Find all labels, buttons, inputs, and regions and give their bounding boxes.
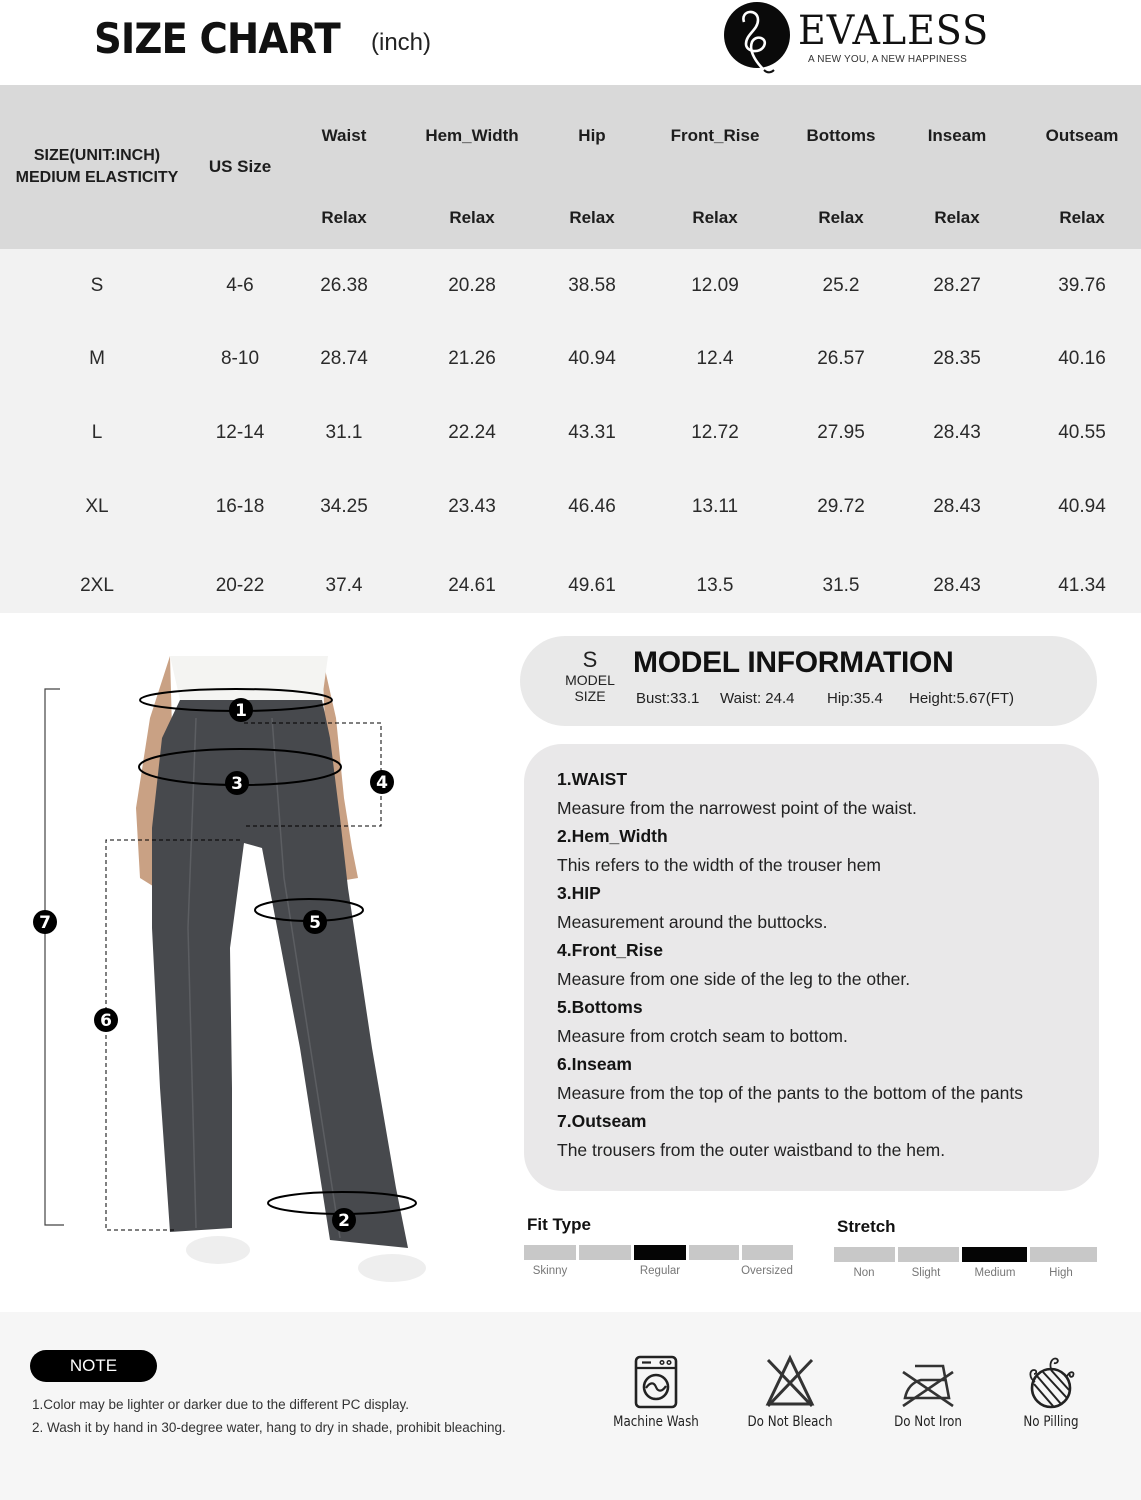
logo-glyph-icon — [724, 0, 804, 76]
cell-us-size: 20-22 — [215, 575, 265, 596]
model-size-label-2: SIZE — [574, 688, 606, 704]
header-inseam: Inseam — [927, 126, 987, 145]
cell-hip: 49.61 — [568, 575, 616, 596]
cell-hip: 46.46 — [568, 496, 616, 517]
stretch-label-high: High — [1049, 1267, 1073, 1279]
cell-size: XL — [85, 496, 109, 517]
fit-type-title: Fit Type — [527, 1215, 591, 1234]
fit-segment-1 — [524, 1245, 576, 1260]
cell-hem-width: 20.28 — [448, 275, 496, 296]
marker-7-icon — [33, 910, 57, 934]
cell-hip: 40.94 — [568, 348, 616, 369]
care-do-not-iron — [868, 1354, 988, 1430]
guide-title-front-rise: 4.Front_Rise — [557, 940, 663, 960]
guide-desc-hem-width: This refers to the width of the trouser hem — [557, 855, 881, 875]
model-hip: Hip:35.4 — [827, 690, 883, 707]
guide-desc-hip: Measurement around the buttocks. — [557, 912, 828, 932]
cell-inseam: 28.43 — [933, 496, 981, 517]
fit-segment-5 — [742, 1245, 793, 1260]
cell-outseam: 41.34 — [1058, 575, 1106, 596]
cell-waist: 34.25 — [320, 496, 368, 517]
cell-us-size: 8-10 — [220, 348, 260, 369]
cell-us-size: 12-14 — [215, 422, 265, 443]
cell-waist: 26.38 — [320, 275, 368, 296]
fit-segment-2 — [579, 1245, 631, 1260]
measurement-figure — [0, 628, 460, 1298]
table-header — [0, 85, 1141, 249]
brand-name: EVALESS — [798, 8, 990, 54]
header — [0, 0, 1141, 85]
cell-bottoms: 25.2 — [822, 275, 860, 296]
model-size-badge — [560, 648, 620, 704]
note-line-1: 1.Color may be lighter or darker due to the different PC display. — [32, 1397, 409, 1412]
cell-outseam: 40.16 — [1058, 348, 1106, 369]
header-outseam: Outseam — [1045, 126, 1119, 145]
marker-4-icon — [370, 770, 394, 794]
brand-tagline: A NEW YOU, A NEW HAPPINESS — [808, 54, 967, 65]
marker-1-icon — [229, 698, 253, 722]
fit-label-regular: Regular — [639, 1265, 681, 1277]
cell-hem-width: 22.24 — [448, 422, 496, 443]
model-size-label-1: MODEL — [565, 672, 615, 688]
cell-waist: 31.1 — [325, 422, 363, 443]
brand-logo — [724, 2, 990, 76]
cell-front-rise: 13.5 — [696, 575, 734, 596]
header-size-line1: SIZE(UNIT:INCH) — [33, 147, 161, 164]
marker-5-icon — [303, 910, 327, 934]
care-label-do-not-iron: Do Not Iron — [894, 1414, 962, 1430]
cell-front-rise: 12.4 — [696, 348, 734, 369]
cell-inseam: 28.27 — [933, 275, 981, 296]
fit-segment-3-active — [634, 1245, 686, 1260]
note-section — [0, 1312, 1141, 1500]
cell-size: L — [91, 422, 103, 443]
header-waist-sub: Relax — [321, 208, 367, 227]
guide-desc-waist: Measure from the narrowest point of the waist. — [557, 798, 917, 818]
model-size-value: S — [582, 647, 598, 672]
cell-size: M — [89, 348, 105, 369]
model-height: Height:5.67(FT) — [909, 690, 1015, 707]
marker-3-icon — [225, 771, 249, 795]
stretch-label-slight: Slight — [911, 1267, 941, 1279]
cell-outseam: 40.55 — [1058, 422, 1106, 443]
marker-2-icon — [332, 1208, 356, 1232]
header-bottoms-sub: Relax — [818, 208, 864, 227]
model-information-title: MODEL INFORMATION — [633, 646, 954, 679]
header-front-rise-sub: Relax — [692, 208, 738, 227]
cell-outseam: 40.94 — [1058, 496, 1106, 517]
cell-hip: 43.31 — [568, 422, 616, 443]
svg-text:2: 2 — [338, 1211, 350, 1231]
guide-desc-inseam: Measure from the top of the pants to the bottom of the pants — [557, 1083, 1023, 1103]
cell-hip: 38.58 — [568, 275, 616, 296]
note-line-2: 2. Wash it by hand in 30-degree water, hang to dry in shade, prohibit bleaching. — [32, 1420, 506, 1435]
cell-size: S — [90, 275, 104, 296]
guide-title-inseam: 6.Inseam — [557, 1054, 632, 1074]
svg-text:7: 7 — [39, 913, 51, 933]
cell-bottoms: 31.5 — [822, 575, 860, 596]
svg-text:4: 4 — [376, 773, 388, 793]
header-us-size: US Size — [208, 157, 272, 176]
cell-inseam: 28.43 — [933, 422, 981, 443]
cell-waist: 37.4 — [325, 575, 363, 596]
care-machine-wash — [596, 1354, 716, 1430]
note-badge: NOTE — [30, 1350, 157, 1382]
care-no-pilling — [991, 1354, 1111, 1430]
model-information-panel — [520, 636, 1097, 726]
cell-front-rise: 12.09 — [691, 275, 739, 296]
fit-label-oversized: Oversized — [741, 1265, 793, 1277]
header-outseam-sub: Relax — [1059, 208, 1105, 227]
guide-title-bottoms: 5.Bottoms — [557, 997, 643, 1017]
header-hip-sub: Relax — [569, 208, 615, 227]
svg-text:6: 6 — [100, 1011, 112, 1031]
stretch-label-medium: Medium — [974, 1267, 1016, 1279]
machine-wash-icon — [633, 1354, 679, 1410]
cell-bottoms: 26.57 — [817, 348, 865, 369]
guide-title-outseam: 7.Outseam — [557, 1111, 647, 1131]
cell-inseam: 28.43 — [933, 575, 981, 596]
svg-text:1: 1 — [235, 701, 247, 721]
unit-label: (inch) — [371, 29, 432, 56]
guide-desc-outseam: The trousers from the outer waistband to the hem. — [557, 1140, 946, 1160]
cell-hem-width: 24.61 — [448, 575, 496, 596]
stretch-segment-1 — [834, 1247, 895, 1262]
header-waist: Waist — [321, 126, 367, 145]
cell-bottoms: 27.95 — [817, 422, 865, 443]
size-table — [0, 85, 1141, 613]
header-size-line2: MEDIUM ELASTICITY — [15, 169, 179, 186]
care-do-not-bleach — [730, 1354, 850, 1430]
no-pilling-icon — [1025, 1354, 1077, 1410]
guide-title-hip: 3.HIP — [557, 883, 601, 903]
do-not-iron-icon — [899, 1354, 957, 1410]
stretch-label-non: Non — [853, 1267, 875, 1279]
svg-text:3: 3 — [231, 774, 243, 794]
cell-us-size: 4-6 — [226, 275, 254, 296]
cell-front-rise: 13.11 — [691, 496, 739, 517]
cell-outseam: 39.76 — [1058, 275, 1106, 296]
header-hem-width-sub: Relax — [449, 208, 495, 227]
cell-size: 2XL — [80, 575, 114, 596]
cell-hem-width: 23.43 — [448, 496, 496, 517]
marker-6-icon — [94, 1008, 118, 1032]
pants-illustration — [0, 628, 460, 1298]
header-hip: Hip — [578, 126, 606, 145]
cell-waist: 28.74 — [320, 348, 368, 369]
do-not-bleach-icon — [762, 1354, 818, 1410]
cell-us-size: 16-18 — [215, 496, 265, 517]
header-hem-width: Hem_Width — [425, 126, 519, 145]
model-bust: Bust:33.1 — [636, 690, 700, 707]
svg-text:5: 5 — [309, 913, 321, 933]
cell-bottoms: 29.72 — [817, 496, 865, 517]
stretch-segment-3-active — [962, 1247, 1027, 1262]
care-label-machine-wash: Machine Wash — [613, 1414, 699, 1430]
measurement-guide — [524, 744, 1099, 1191]
fit-segment-4 — [689, 1245, 739, 1260]
header-size-column — [16, 145, 179, 189]
header-bottoms: Bottoms — [806, 126, 876, 145]
guide-title-waist: 1.WAIST — [557, 769, 628, 789]
table-body — [0, 249, 1141, 613]
cell-inseam: 28.35 — [933, 348, 981, 369]
care-label-no-pilling: No Pilling — [1023, 1414, 1079, 1430]
cell-hem-width: 21.26 — [448, 348, 496, 369]
header-inseam-sub: Relax — [934, 208, 980, 227]
stretch-title: Stretch — [837, 1217, 896, 1236]
guide-title-hem-width: 2.Hem_Width — [557, 826, 668, 846]
stretch-segment-2 — [898, 1247, 959, 1262]
page-title: SIZE CHART — [94, 14, 340, 63]
stretch-segment-4 — [1030, 1247, 1097, 1262]
guide-desc-front-rise: Measure from one side of the leg to the other. — [557, 969, 911, 989]
care-label-do-not-bleach: Do Not Bleach — [747, 1414, 833, 1430]
guide-desc-bottoms: Measure from crotch seam to bottom. — [557, 1026, 848, 1046]
header-front-rise: Front_Rise — [670, 126, 760, 145]
model-waist: Waist: 24.4 — [720, 690, 795, 707]
cell-front-rise: 12.72 — [691, 422, 739, 443]
fit-label-skinny: Skinny — [532, 1265, 568, 1277]
